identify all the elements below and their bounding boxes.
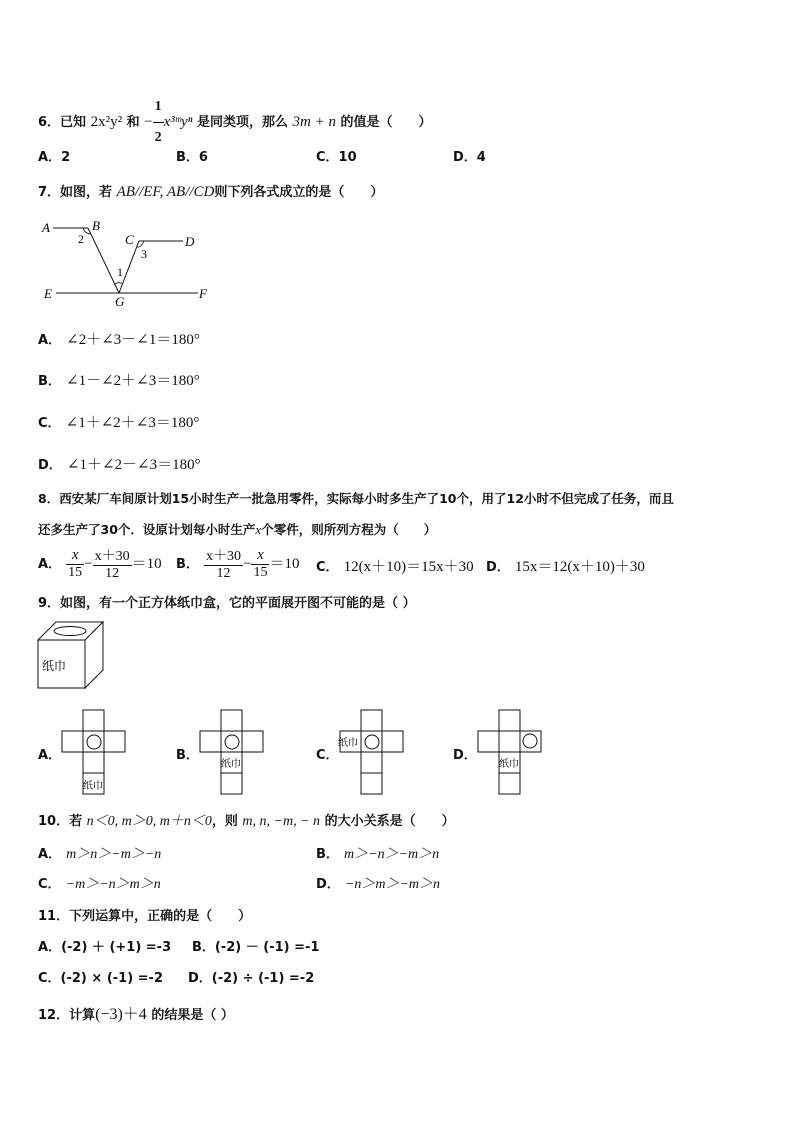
question-number: 8．	[38, 491, 60, 506]
label-d: D	[185, 234, 195, 249]
option-a[interactable]	[38, 843, 161, 863]
question-7	[38, 181, 383, 201]
option-b[interactable]	[176, 744, 199, 763]
option-d[interactable]	[453, 744, 477, 763]
math-expression: n＜0, m＞0, m＋n＜0	[86, 814, 212, 829]
option-label: D．	[453, 748, 477, 763]
net-square	[83, 752, 104, 773]
question-text: 的结果是（ ）	[151, 1008, 234, 1023]
fraction	[153, 92, 164, 153]
question-10	[38, 810, 455, 830]
net-square	[499, 710, 520, 731]
angle-label-3: 3	[141, 247, 147, 261]
question-number: 12．	[38, 1008, 70, 1023]
net-square	[361, 710, 382, 731]
option-label: B．	[176, 150, 199, 165]
question-8-line-2	[38, 520, 436, 538]
angle-label-1: 1	[117, 265, 123, 279]
question-text: 则下列各式成立的是（ ）	[214, 185, 384, 200]
option-value: ∠2＋∠3－∠1＝180°	[66, 332, 200, 348]
option-d[interactable]	[316, 873, 440, 893]
question-number: 9．	[38, 596, 61, 611]
net-label: 纸巾	[83, 781, 103, 792]
option-c[interactable]	[38, 873, 161, 893]
label-c: C	[125, 232, 134, 247]
option-label: C．	[38, 971, 61, 986]
option-label: C．	[38, 877, 61, 892]
math-expression: m, n, −m, − n	[242, 814, 321, 829]
question-text: 计算	[69, 1008, 96, 1023]
opening-circle	[225, 735, 239, 749]
option-c[interactable]	[38, 411, 199, 432]
option-a[interactable]	[38, 744, 61, 763]
net-square	[499, 773, 520, 794]
option-c[interactable]	[316, 555, 474, 576]
opening-circle	[87, 735, 101, 749]
option-value: (-2) ＋ (+1) =-3	[61, 940, 172, 955]
math-expression: 2x²y²	[90, 114, 123, 130]
math-sign: −	[84, 556, 93, 572]
option-label: D．	[188, 971, 212, 986]
opening-circle	[365, 735, 379, 749]
line-bg	[88, 228, 119, 293]
option-value: (-2) × (-1) =-2	[60, 971, 163, 986]
option-value: ∠1＋∠2－∠3＝180°	[66, 457, 201, 473]
option-value: −n＞m＞−m＞n	[344, 877, 441, 892]
net-square	[242, 731, 263, 752]
net-c	[336, 708, 408, 798]
option-d[interactable]	[453, 146, 486, 165]
net-label: 纸巾	[221, 759, 241, 770]
net-square	[221, 710, 242, 731]
option-label: A．	[38, 847, 62, 862]
option-label: B．	[38, 374, 61, 389]
fraction-denominator: 12	[216, 566, 231, 581]
option-label: B．	[192, 940, 215, 955]
net-square	[83, 710, 104, 731]
fraction	[204, 545, 243, 582]
question-text: 个零件，则所列方程为（ ）	[261, 522, 437, 537]
option-a[interactable]	[38, 545, 162, 582]
net-b	[198, 708, 268, 798]
question-text: 是同类项，那么	[196, 115, 288, 130]
option-a[interactable]	[38, 146, 70, 165]
question-number: 7．	[38, 185, 61, 200]
option-b[interactable]	[192, 936, 319, 955]
equation-rhs: ＝10	[131, 556, 162, 572]
fraction	[251, 547, 269, 581]
question-text: 还多生产了30个．设原计划每小时生产	[38, 522, 256, 537]
net-square	[499, 731, 520, 752]
question-8	[38, 489, 674, 507]
question-11	[38, 905, 251, 924]
option-value: (-2) ÷ (-1) =-2	[211, 971, 315, 986]
fraction	[93, 545, 132, 582]
net-d	[476, 708, 546, 798]
question-9	[38, 592, 416, 611]
option-d[interactable]	[486, 555, 645, 576]
net-square	[62, 731, 83, 752]
tissue-box-figure	[36, 620, 106, 692]
option-value: 15x＝12(x＋10)＋30	[514, 559, 645, 575]
math-sign: −	[144, 114, 153, 130]
option-label: B．	[176, 557, 199, 572]
question-12	[38, 1001, 234, 1024]
box-label: 纸巾	[42, 659, 67, 673]
question-text: ，则	[211, 814, 238, 829]
option-c[interactable]	[316, 146, 357, 165]
option-label: B．	[316, 847, 339, 862]
option-d[interactable]	[188, 967, 314, 986]
option-value: −m＞−n＞m＞n	[65, 877, 161, 892]
question-text: 下列运算中，正确的是（ ）	[69, 909, 252, 924]
math-expression: AB//EF, AB//CD	[116, 184, 215, 200]
fraction-numerator: x＋30	[93, 545, 132, 566]
option-value: 4	[476, 150, 486, 165]
option-b[interactable]	[176, 545, 300, 582]
net-label: 纸巾	[499, 759, 519, 770]
question-number: 10．	[38, 814, 70, 829]
question-text: 如图，有一个正方体纸巾盒，它的平面展开图不可能的是（ ）	[60, 596, 416, 611]
option-value: ∠1＋∠2＋∠3＝180°	[65, 415, 200, 431]
option-value: m＞n＞−m＞−n	[66, 847, 162, 862]
fraction-denominator: 2	[154, 130, 162, 145]
option-a[interactable]	[38, 328, 200, 349]
question-text: 西安某厂车间原计划15小时生产一批急用零件，实际每小时多生产了10个，用了12小时不但完成了任务，而且	[59, 491, 674, 506]
net-a	[60, 708, 130, 798]
label-b: B	[92, 218, 100, 233]
angle-label-2: 2	[78, 232, 84, 246]
option-label: A．	[38, 557, 62, 572]
option-label: D．	[453, 150, 477, 165]
math-expression: 3m + n	[292, 114, 336, 130]
net-square	[361, 752, 382, 773]
fraction-numerator: 1	[153, 92, 164, 123]
question-text: 的大小关系是（ ）	[324, 814, 455, 829]
option-label: C．	[38, 416, 61, 431]
option-b[interactable]	[176, 146, 208, 165]
label-a: A	[42, 220, 50, 235]
option-value: 10	[338, 150, 357, 165]
option-label: C．	[316, 150, 339, 165]
option-value: m＞−n＞−m＞n	[344, 847, 440, 862]
option-b[interactable]	[38, 369, 200, 390]
math-expression: (−3)＋4	[95, 1006, 147, 1023]
option-c[interactable]	[38, 967, 163, 986]
label-e: E	[44, 286, 52, 301]
option-label: A．	[38, 748, 62, 763]
fraction-denominator: 12	[105, 566, 120, 581]
option-label: C．	[316, 560, 339, 575]
option-label: A．	[38, 940, 62, 955]
math-expression: x³ᵐyⁿ	[163, 114, 193, 130]
question-text: 的值是（ ）	[340, 115, 432, 130]
option-value: (-2) － (-1) =-1	[214, 940, 320, 955]
option-d[interactable]	[38, 453, 201, 474]
fraction-denominator: 15	[253, 564, 268, 580]
net-square	[200, 731, 221, 752]
fraction-denominator: 15	[68, 564, 83, 580]
question-number: 6．	[38, 115, 61, 130]
fraction-numerator: x＋30	[204, 545, 243, 566]
option-value: 2	[61, 150, 71, 165]
net-square	[382, 731, 403, 752]
parallel-lines-figure	[38, 215, 218, 307]
option-value: 6	[198, 150, 208, 165]
net-square	[361, 773, 382, 794]
opening-circle	[523, 734, 537, 748]
question-text: 如图，若	[60, 185, 113, 200]
label-g: G	[115, 294, 125, 307]
option-label: A．	[38, 333, 62, 348]
option-b[interactable]	[316, 843, 439, 863]
question-6	[38, 92, 432, 145]
math-variable: x	[255, 522, 262, 537]
question-number: 11．	[38, 909, 70, 924]
option-label: D．	[38, 458, 62, 473]
net-square	[221, 773, 242, 794]
fraction-numerator: x	[66, 547, 84, 565]
net-label: 纸巾	[338, 738, 358, 749]
net-square	[478, 731, 499, 752]
option-a[interactable]	[38, 936, 171, 955]
fraction	[66, 547, 84, 581]
option-label: B．	[176, 748, 199, 763]
question-text: 若	[69, 814, 83, 829]
net-square	[104, 731, 125, 752]
label-f: F	[199, 286, 207, 301]
option-label: C．	[316, 748, 339, 763]
option-label: A．	[38, 150, 62, 165]
question-text: 和	[126, 115, 140, 130]
question-text: 已知	[60, 115, 87, 130]
math-sign: −	[243, 556, 252, 572]
equation-rhs: ＝10	[269, 556, 300, 572]
option-value: 12(x＋10)＝15x＋30	[343, 559, 474, 575]
option-value: ∠1－∠2＋∠3＝180°	[66, 373, 200, 389]
fraction-numerator: x	[251, 547, 269, 565]
option-label: D．	[316, 877, 340, 892]
option-label: D．	[486, 560, 510, 575]
